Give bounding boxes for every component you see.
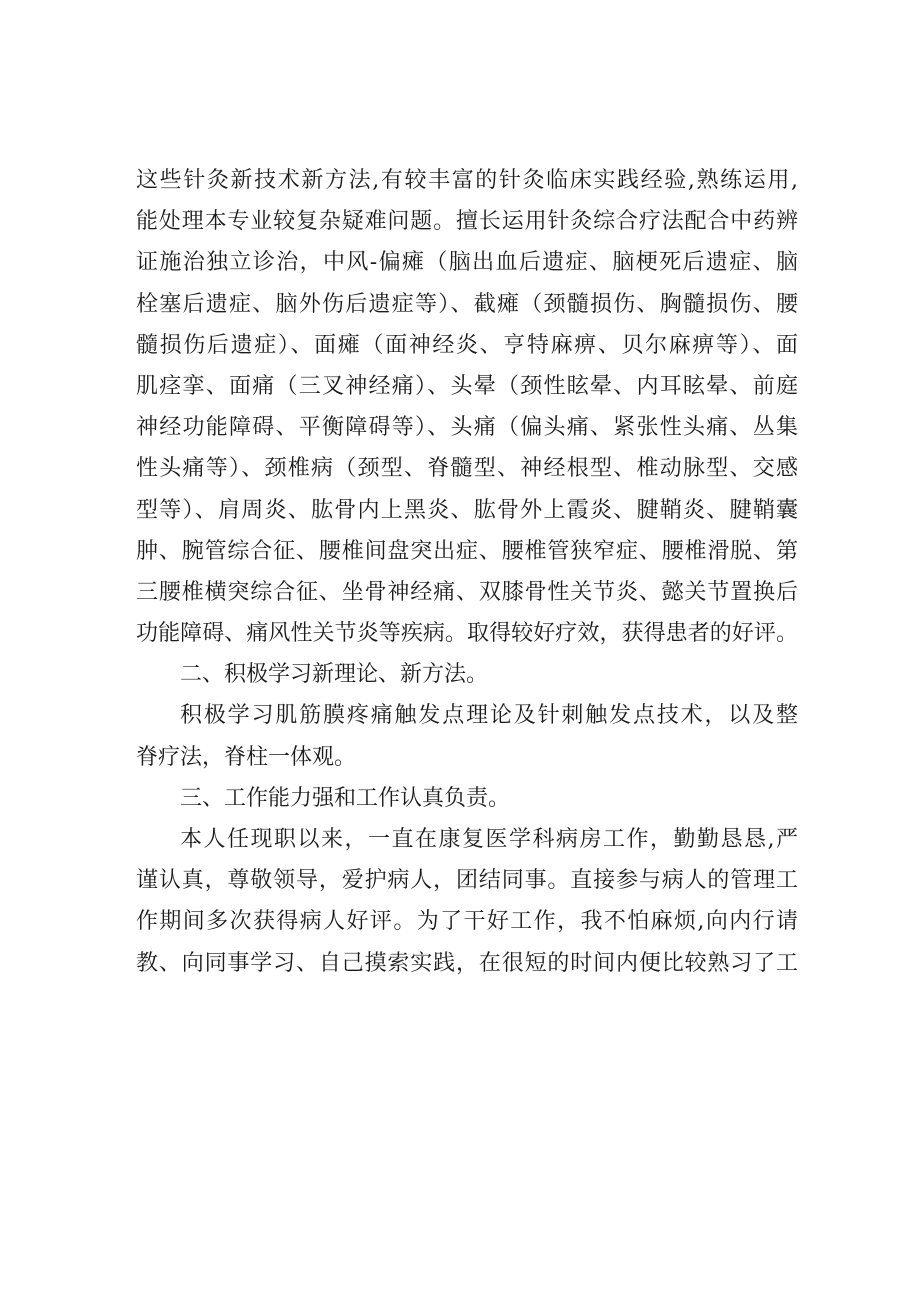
- text-line: 脊疗法，脊柱一体观。: [136, 744, 357, 770]
- text-line: 教、向同事学习、自己摸索实践，在很短的时间内便比较熟习了工: [136, 950, 798, 976]
- text-line: 证施治独立诊治，中风-偏瘫（脑出血后遗症、脑梗死后遗症、脑: [136, 250, 798, 276]
- document-body: [136, 160, 798, 984]
- text-line: 作期间多次获得病人好评。为了干好工作，我不怕麻烦,向内行请: [136, 909, 798, 935]
- text-line: 髓损伤后遗症）、面瘫（面神经炎、亨特麻痹、贝尔麻痹等）、面: [136, 332, 798, 358]
- text-line: 肌痉挛、面痛（三叉神经痛）、头晕（颈性眩晕、内耳眩晕、前庭: [136, 373, 798, 399]
- section-heading-2: 二、积极学习新理论、新方法。: [180, 662, 489, 688]
- text-line: 本人任现职以来，一直在康复医学科病房工作，勤勤恳恳,严: [180, 827, 798, 852]
- text-line: 性头痛等）、颈椎病（颈型、脊髓型、神经根型、椎动脉型、交感: [136, 456, 798, 482]
- text-line: 能处理本专业较复杂疑难问题。擅长运用针灸综合疗法配合中药辨: [136, 209, 798, 235]
- section-heading-3: 三、工作能力强和工作认真负责。: [180, 785, 511, 811]
- text-line: 功能障碍、痛风性关节炎等疾病。取得较好疗效，获得患者的好评。: [136, 621, 798, 647]
- text-line: 肿、腕管综合征、腰椎间盘突出症、腰椎管狭窄症、腰椎滑脱、第: [136, 538, 798, 564]
- text-line: 积极学习肌筋膜疼痛触发点理论及针刺触发点技术，以及整: [180, 703, 798, 729]
- text-line: 三腰椎横突综合征、坐骨神经痛、双膝骨性关节炎、懿关节置换后: [136, 579, 798, 605]
- text-line: 谨认真，尊敬领导，爱护病人，团结同事。直接参与病人的管理工: [136, 868, 798, 894]
- text-line: 栓塞后遗症、脑外伤后遗症等）、截瘫（颈髓损伤、胸髓损伤、腰: [136, 291, 798, 317]
- text-line: 神经功能障碍、平衡障碍等）、头痛（偏头痛、紧张性头痛、丛集: [136, 415, 798, 441]
- text-line: 这些针灸新技术新方法,有较丰富的针灸临床实践经验,熟练运用,: [136, 168, 798, 193]
- text-line: 型等）、肩周炎、肱骨内上黑炎、肱骨外上霞炎、腱鞘炎、腱鞘囊: [136, 497, 798, 523]
